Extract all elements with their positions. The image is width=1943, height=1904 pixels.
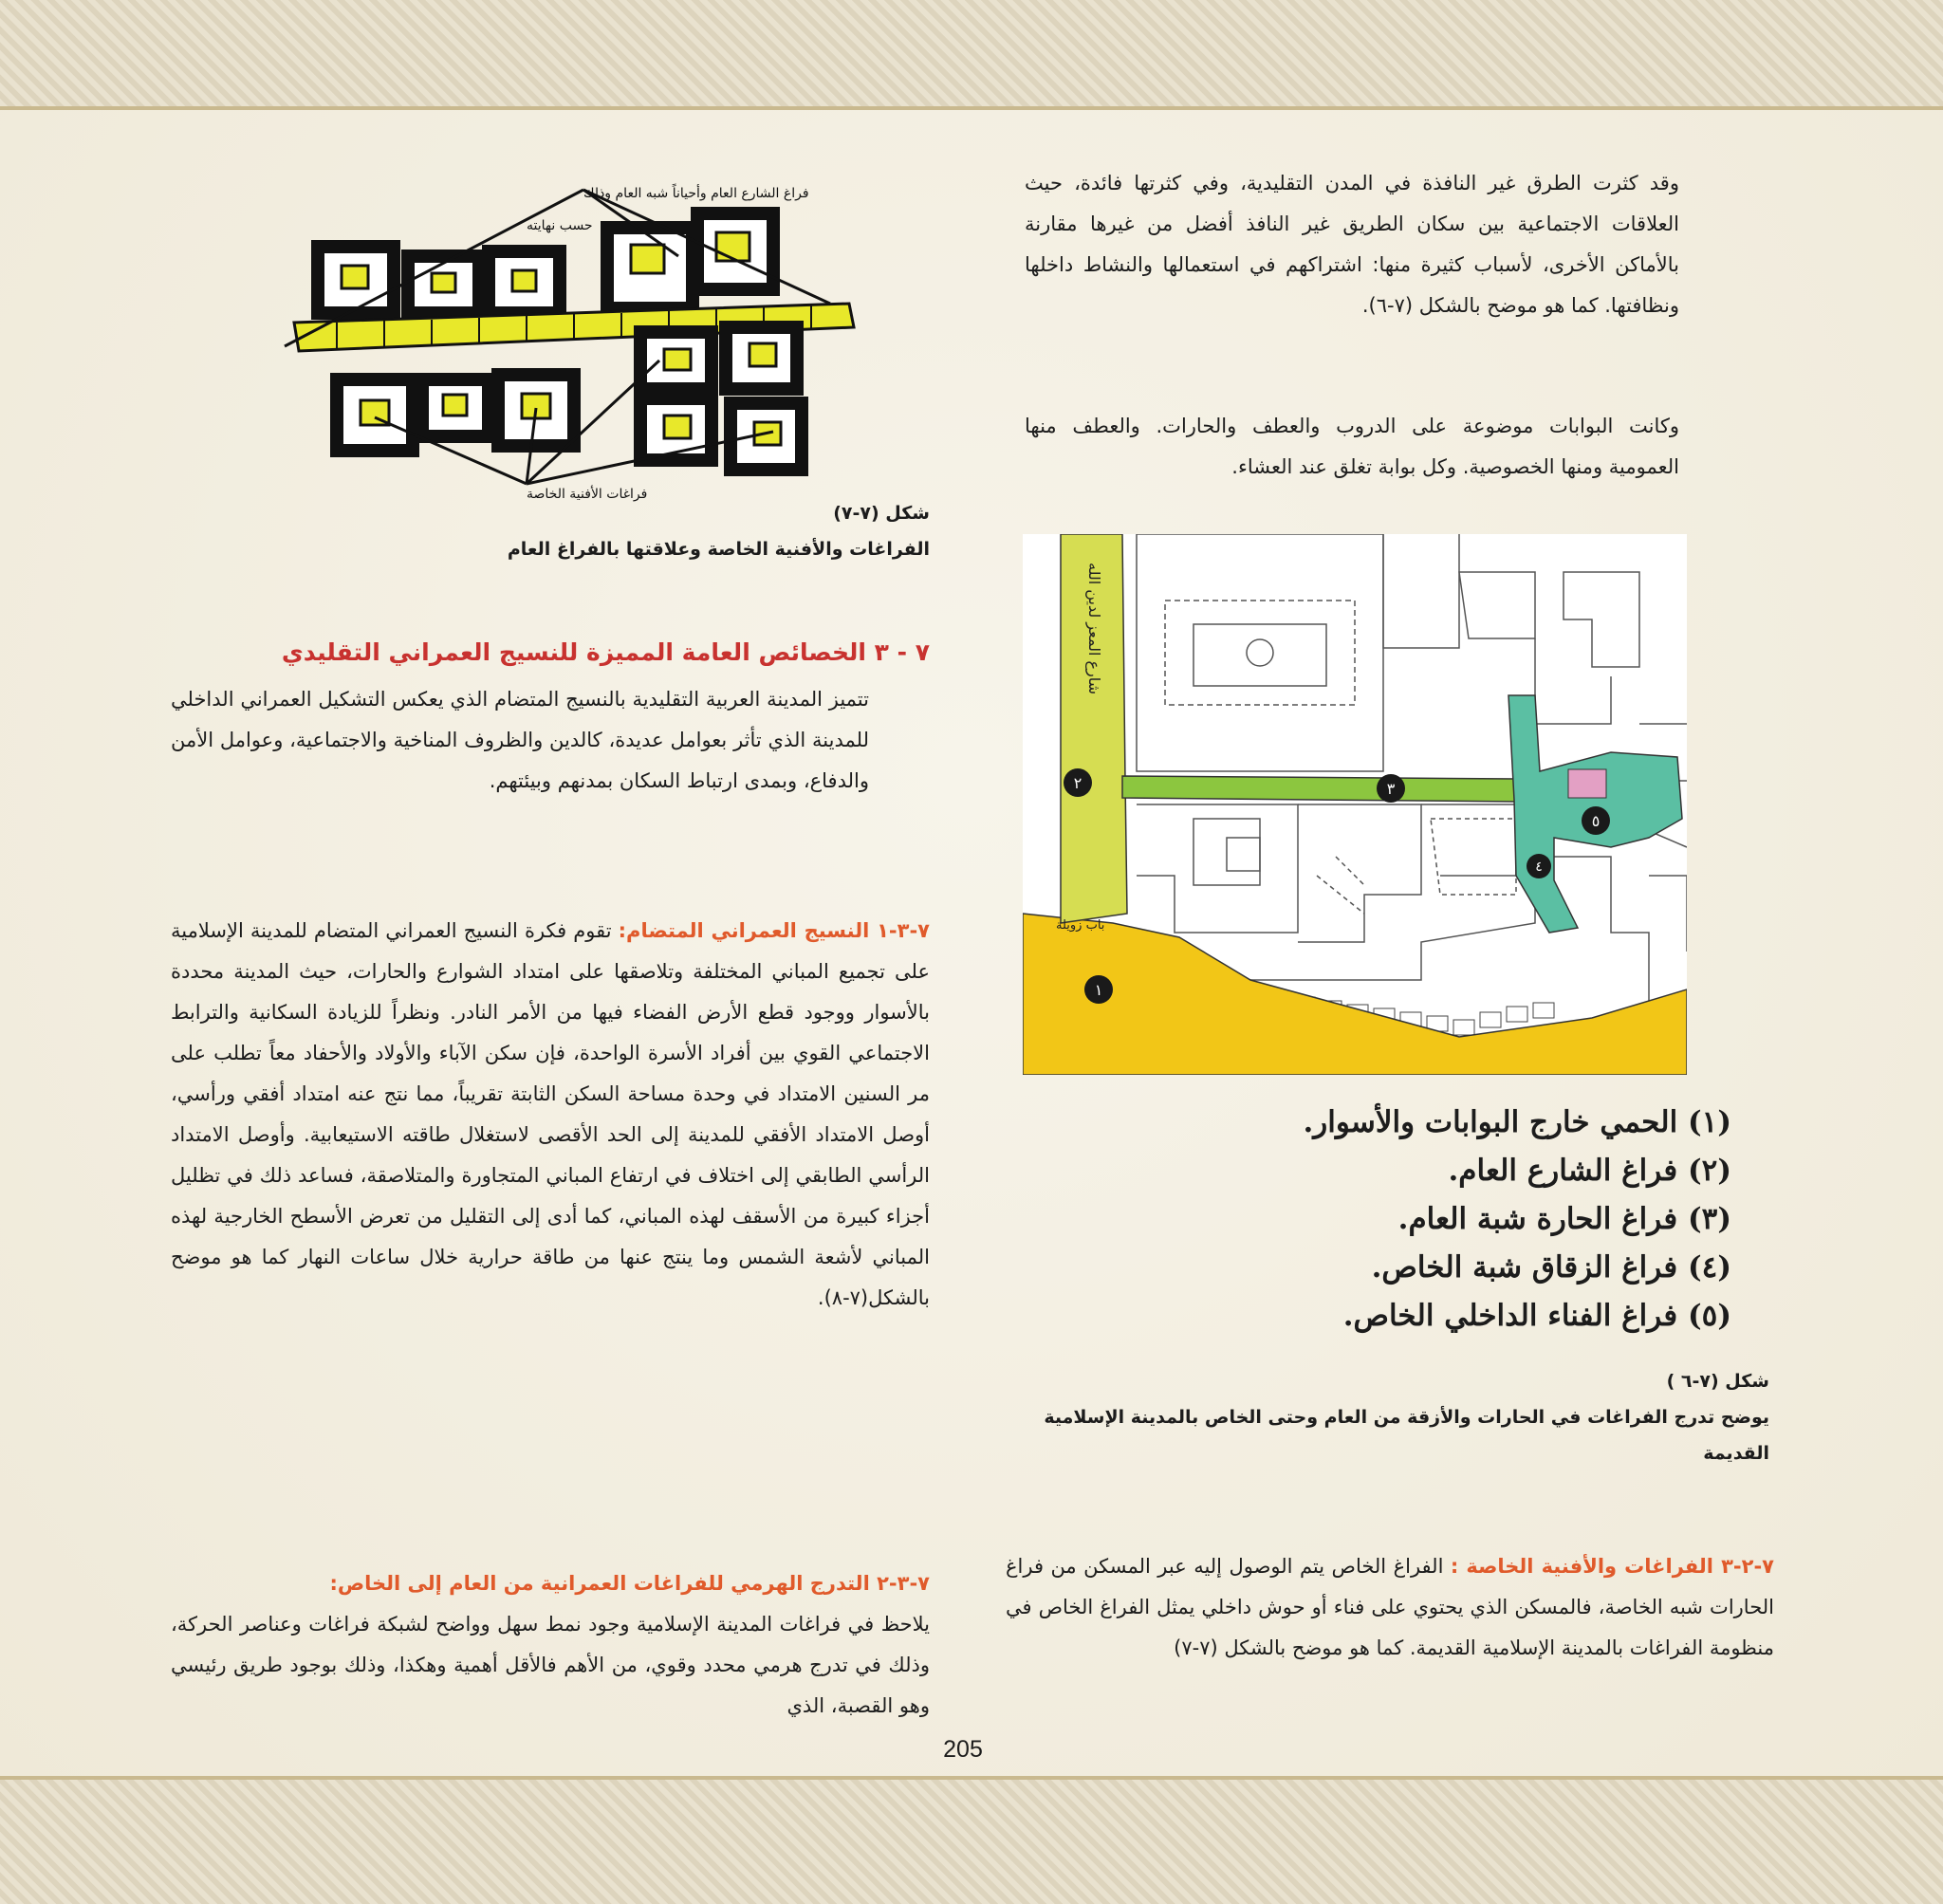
map-marker-5	[1582, 806, 1610, 835]
map-gate-label: باب زويلة	[1056, 918, 1105, 933]
map-legend	[1025, 1099, 1731, 1340]
courtyard-sketch-figure	[242, 171, 878, 503]
svg-text:٢: ٢	[1073, 774, 1083, 792]
section-hierarchy	[171, 1563, 930, 1727]
section-text: تقوم فكرة النسيج العمراني المتضام للمدينة الإسلامية على تجميع المباني المختلفة وتلاصقها على امتداد الشوارع والحارات، حيث المدينة محددة بالأسوار ووجود قطع الأرض الفضاء فيها من الأمر النادر. ونظراً للزيادة السكانية والترابط الاجتماعي القوي بين أفراد الأسرة الواحدة، فإن سكن الآباء والأولاد والأحفاد معاً تطلب على مر السنين الامتداد في وحدة مساحة السكن الثابتة تقريباً، مما نتج عنه امتداد أفقي ورأسي، أوصل الامتداد الأفقي للمدينة إلى الحد الأقصى لاستغلال طاقته الاستيعابية. وأوصل الامتداد الرأسي الطابقي إلى اختلاف في ارتفاع المباني المتجاورة والمتلاصقة، فساعد ذلك في تظليل أجزاء كبيرة من الأسقف لهذه المباني، كما أدى إلى التقليل من تعرض الأسطح الخارجية لهذه المباني لأشعة الشمس وما ينتج عنها من طاقة حرارية خلال ساعات النهار كما هو موضح بالشكل(٧-٨).	[171, 919, 930, 1309]
svg-text:٥: ٥	[1591, 812, 1601, 830]
zone-5-private-courtyard	[1568, 769, 1606, 798]
paragraph-text: تتميز المدينة العربية التقليدية بالنسيج المتضام الذي يعكس التشكيل العمراني الداخلي للمدينة الذي تأثر بعوامل عديدة، كالدين والظروف المناخية والاجتماعية، وعوامل الأمن والدفاع، وبمدى ارتباط السكان بمدنهم وبيئتهم.	[171, 688, 869, 792]
section-text: يلاحظ في فراغات المدينة الإسلامية وجود نمط سهل وواضح لشبكة فراغات وعناصر الحركة، وذلك في تدرج هرمي محدد وقوي، من الأهم فالأقل أهمية وهكذا، وذلك بوجود طريق رئيسي وهو القصبة، الذي	[171, 1613, 930, 1717]
section-heading: ٧-٣-٢ التدرج الهرمي للفراغات العمرانية من العام إلى الخاص:	[329, 1572, 930, 1595]
svg-text:٤: ٤	[1535, 860, 1543, 875]
legend-item-3: (٣) فراغ الحارة شبة العام.	[1397, 1202, 1731, 1236]
sketch-top-label-line2: حسب نهايته	[527, 218, 593, 233]
map-marker-2	[1064, 768, 1092, 797]
paragraph-text: وكانت البوابات موضوعة على الدروب والعطف والحارات. والعطف منها العمومية ومنها الخصوصية. وكل بوابة تغلق عند العشاء.	[1025, 415, 1679, 478]
sketch-bottom-label: فراغات الأفنية الخاصة	[527, 487, 648, 502]
zone-3-semi-public-lane	[1122, 776, 1516, 802]
main-section-heading: ٧ - ٣ الخصائص العامة المميزة للنسيج العمراني التقليدي	[281, 638, 930, 666]
figure-caption: يوضح تدرج الفراغات في الحارات والأزقة من العام وحتى الخاص بالمدينة الإسلامية القديمة	[1044, 1407, 1769, 1464]
figure-caption: الفراغات والأفنية الخاصة وعلاقتها بالفراغ العام	[507, 539, 930, 560]
house-block-row-2	[337, 327, 802, 470]
top-decorative-band	[0, 0, 1943, 110]
paragraph-intro	[171, 679, 869, 802]
legend-item-2: (٢) فراغ الشارع العام.	[1448, 1154, 1731, 1188]
legend-item-1: (١) الحمي خارج البوابات والأسوار.	[1303, 1105, 1731, 1139]
section-heading: ٧-٢-٣ الفراغات والأفنية الخاصة :	[1450, 1555, 1774, 1578]
map-marker-3	[1377, 774, 1405, 803]
figure-7-7-caption-block	[171, 495, 930, 567]
figure-label: شكل (٧-٧)	[833, 503, 930, 524]
bottom-decorative-band	[0, 1776, 1943, 1904]
map-street-label: شارع المعز لدين الله	[1085, 563, 1103, 695]
sketch-top-label-line1: فراغ الشارع العام وأحياناً شبه العام وذلك	[583, 186, 809, 201]
section-text: الفراغ الخاص يتم الوصول إليه عبر المسكن من فراغ الحارات شبه الخاصة، فالمسكن الذي يحتوي على فناء أو حوش داخلي يمثل الفراغ الخاص في منظومة الفراغات بالمدينة الإسلامية القديمة. كما هو موضح بالشكل (٧-٧)	[1006, 1555, 1774, 1659]
legend-item-4: (٤) فراغ الزقاق شبة الخاص.	[1371, 1250, 1731, 1285]
section-compact-fabric	[171, 911, 930, 1319]
map-marker-4	[1527, 854, 1551, 878]
svg-text:١: ١	[1094, 981, 1103, 999]
paragraph-gates	[1025, 406, 1679, 488]
page-number: 205	[943, 1736, 983, 1763]
district-map-figure	[1023, 534, 1687, 1075]
section-heading: ٧-٣-١ النسيج العمراني المتضام:	[618, 919, 930, 942]
svg-text:٣: ٣	[1386, 780, 1396, 798]
figure-label: شكل (٧-٦ )	[1666, 1371, 1769, 1392]
paragraph-text: وقد كثرت الطرق غير النافذة في المدن التقليدية، وفي كثرتها فائدة، حيث العلاقات الاجتماعية بين سكان الطريق غير النافذ أفضل من غيرها مقارنة بالأماكن الأخرى، لأسباب كثيرة منها: اشتراكهم في استعمالها والنشاط داخلها ونظافتها. كما هو موضح بالشكل (٧-٦).	[1025, 172, 1679, 317]
paragraph-cul-de-sacs	[1025, 163, 1679, 326]
figure-7-6-caption-block	[996, 1363, 1769, 1471]
section-private-courtyards	[1006, 1546, 1774, 1669]
legend-item-5: (٥) فراغ الفناء الداخلي الخاص.	[1342, 1299, 1731, 1333]
map-marker-1	[1084, 975, 1113, 1004]
main-section-heading-block	[171, 634, 930, 672]
